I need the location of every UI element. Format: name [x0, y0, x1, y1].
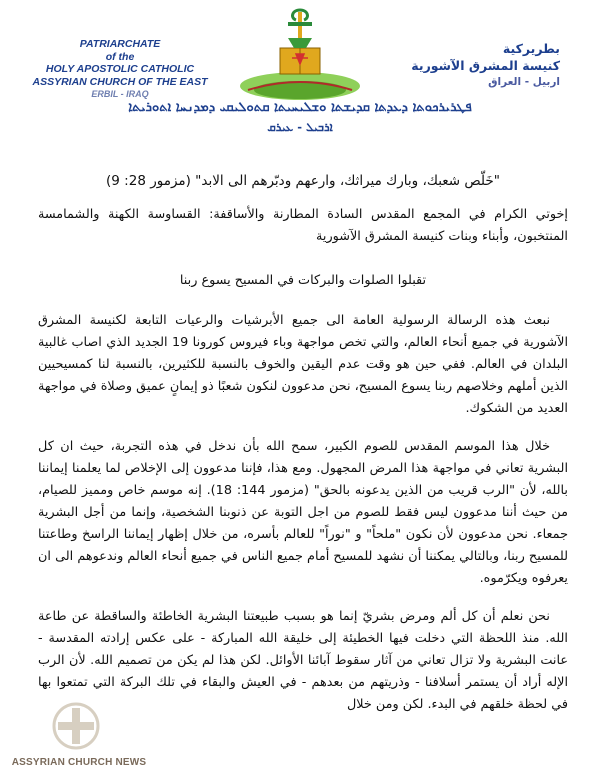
paragraph-3: نحن نعلم أن كل ألم ومرض بشريّ إنما هو بسبب طبيعتنا البشرية الخاطئة والساقطة عن طاعة الله. منذ اللحظة التي دخلت فيها الخطيئة إلى خليقة الله المباركة - على عكس إرادته المقدسة - عانت البشرية ولا تزال تعاني من آثار سقوط آبائنا الأوائل. لكن هذا لم يكن من تصميم الله. لأن الرب الإله أراد أن يستمر أسلافنا - وذريتهم من بعدهم - في العيش والبقاء في تلك البركة التي تمتعوا بها في لحظة خلقهم في البدء. لكن ومن خلال [38, 609, 568, 712]
emblem-hill-inner [254, 81, 346, 99]
ar-line-church: كنيسة المشرق الآشورية [411, 58, 560, 73]
opening-verse: "خَلّص شعبك، وبارك ميراثك، وارعهم ودبّرهم الى الابد" (مزمور 28: 9) [106, 173, 500, 189]
en-place: ERBIL - IRAQ [91, 89, 149, 99]
ar-line-patriarchate: بطريركية [502, 41, 560, 56]
church-emblem-logo [236, 8, 364, 108]
en-line-holy-apostolic: HOLY APOSTOLIC CATHOLIC [45, 63, 195, 75]
greeting: تقبلوا الصلوات والبركات في المسيح يسوع ربنا [179, 273, 427, 288]
en-line-patriarchate: PATRIARCHATE [79, 38, 161, 50]
paragraph-1: نبعث هذه الرسالة الرسولية العامة الى جميع الأبرشيات والرعيات التابعة لكنيسة المشرق الآشورية في جميع أنحاء العالم، والتي تخص مواجهة وباء فيروس كورونا 19 الجديد الذي اصاب غالبية البلدان في العالم. ففي حين هو وقت عدم اليقين والخوف بالنسبة للكثيرين، بالنسبة لنا كمسيحيين الذين أملهم وخلاصهم ربنا يسوع المسيح، نحن مدعوون لنكون شعبًا ذو إيمانٍ عميق وصلاة في مواجهة العديد من الشكوك. [38, 313, 568, 416]
english-letterhead [20, 38, 220, 101]
letter-body [38, 170, 568, 732]
watermark-text: ASSYRIAN CHURCH NEWS [11, 757, 147, 768]
addressees: إخوتي الكرام في المجمع المقدس السادة المطارنة والأساقفة: القساوسة الكهنة والشمامسة المنتخبون، وأبناء وبنات كنيسة المشرق الآشورية [38, 207, 568, 244]
ar-place: اربيل - العراق [488, 76, 560, 88]
syriac-title: ܦܛܪܝܪܟܘܬܐ ܕܥܕܬܐ ܩܕܝܫܬܐ ܘܫܠܝܚܝܬܐ ܩܬܘܠܝܩܝ ܕܡܕܢܚܐ ܐܬܘܪܝܬܐ [128, 100, 472, 115]
en-line-of-the: of the [105, 50, 135, 63]
emblem-cross-bar [288, 22, 312, 26]
arabic-letterhead [380, 40, 560, 91]
paragraph-2: خلال هذا الموسم المقدس للصوم الكبير، سمح الله بأن ندخل في هذه التجربة، حيث ان كل البشرية تعاني في مواجهة هذا المرض المجهول. ومع هذا، فإننا مدعوون إلى الإخلاص لما يعلمنا إيماننا بالله، لأن "الرب قريب من الذين يدعونه بالحق" (مزمور 144: 18). إنه موسم خاص ومميز للصيام، من حيث أننا مدعوون ليس فقط للصوم من اجل التوبة عن ذنوبنا الشخصية، وإنما من أجل البشرية جمعاء. نحن مدعوون لأن نكون "ملحاً" و "نوراً" للعالم بأسره، من خلال إظهار إيماننا الراسخ وطاعتنا للمسيح ربنا، وبالتالي يمكننا أن نشهد للمسيح أمام جميع الناس في جميع أنحاء العالم وندعوهم الى ان يعرفوه ويكرّموه. [38, 439, 568, 586]
emblem-cross-top [288, 38, 312, 48]
syriac-place: ܐܪܒܝܠ - ܥܝܪܩ [267, 120, 333, 134]
letterhead [0, 0, 600, 140]
en-line-assyrian-church: ASSYRIAN CHURCH OF THE EAST [32, 75, 208, 88]
